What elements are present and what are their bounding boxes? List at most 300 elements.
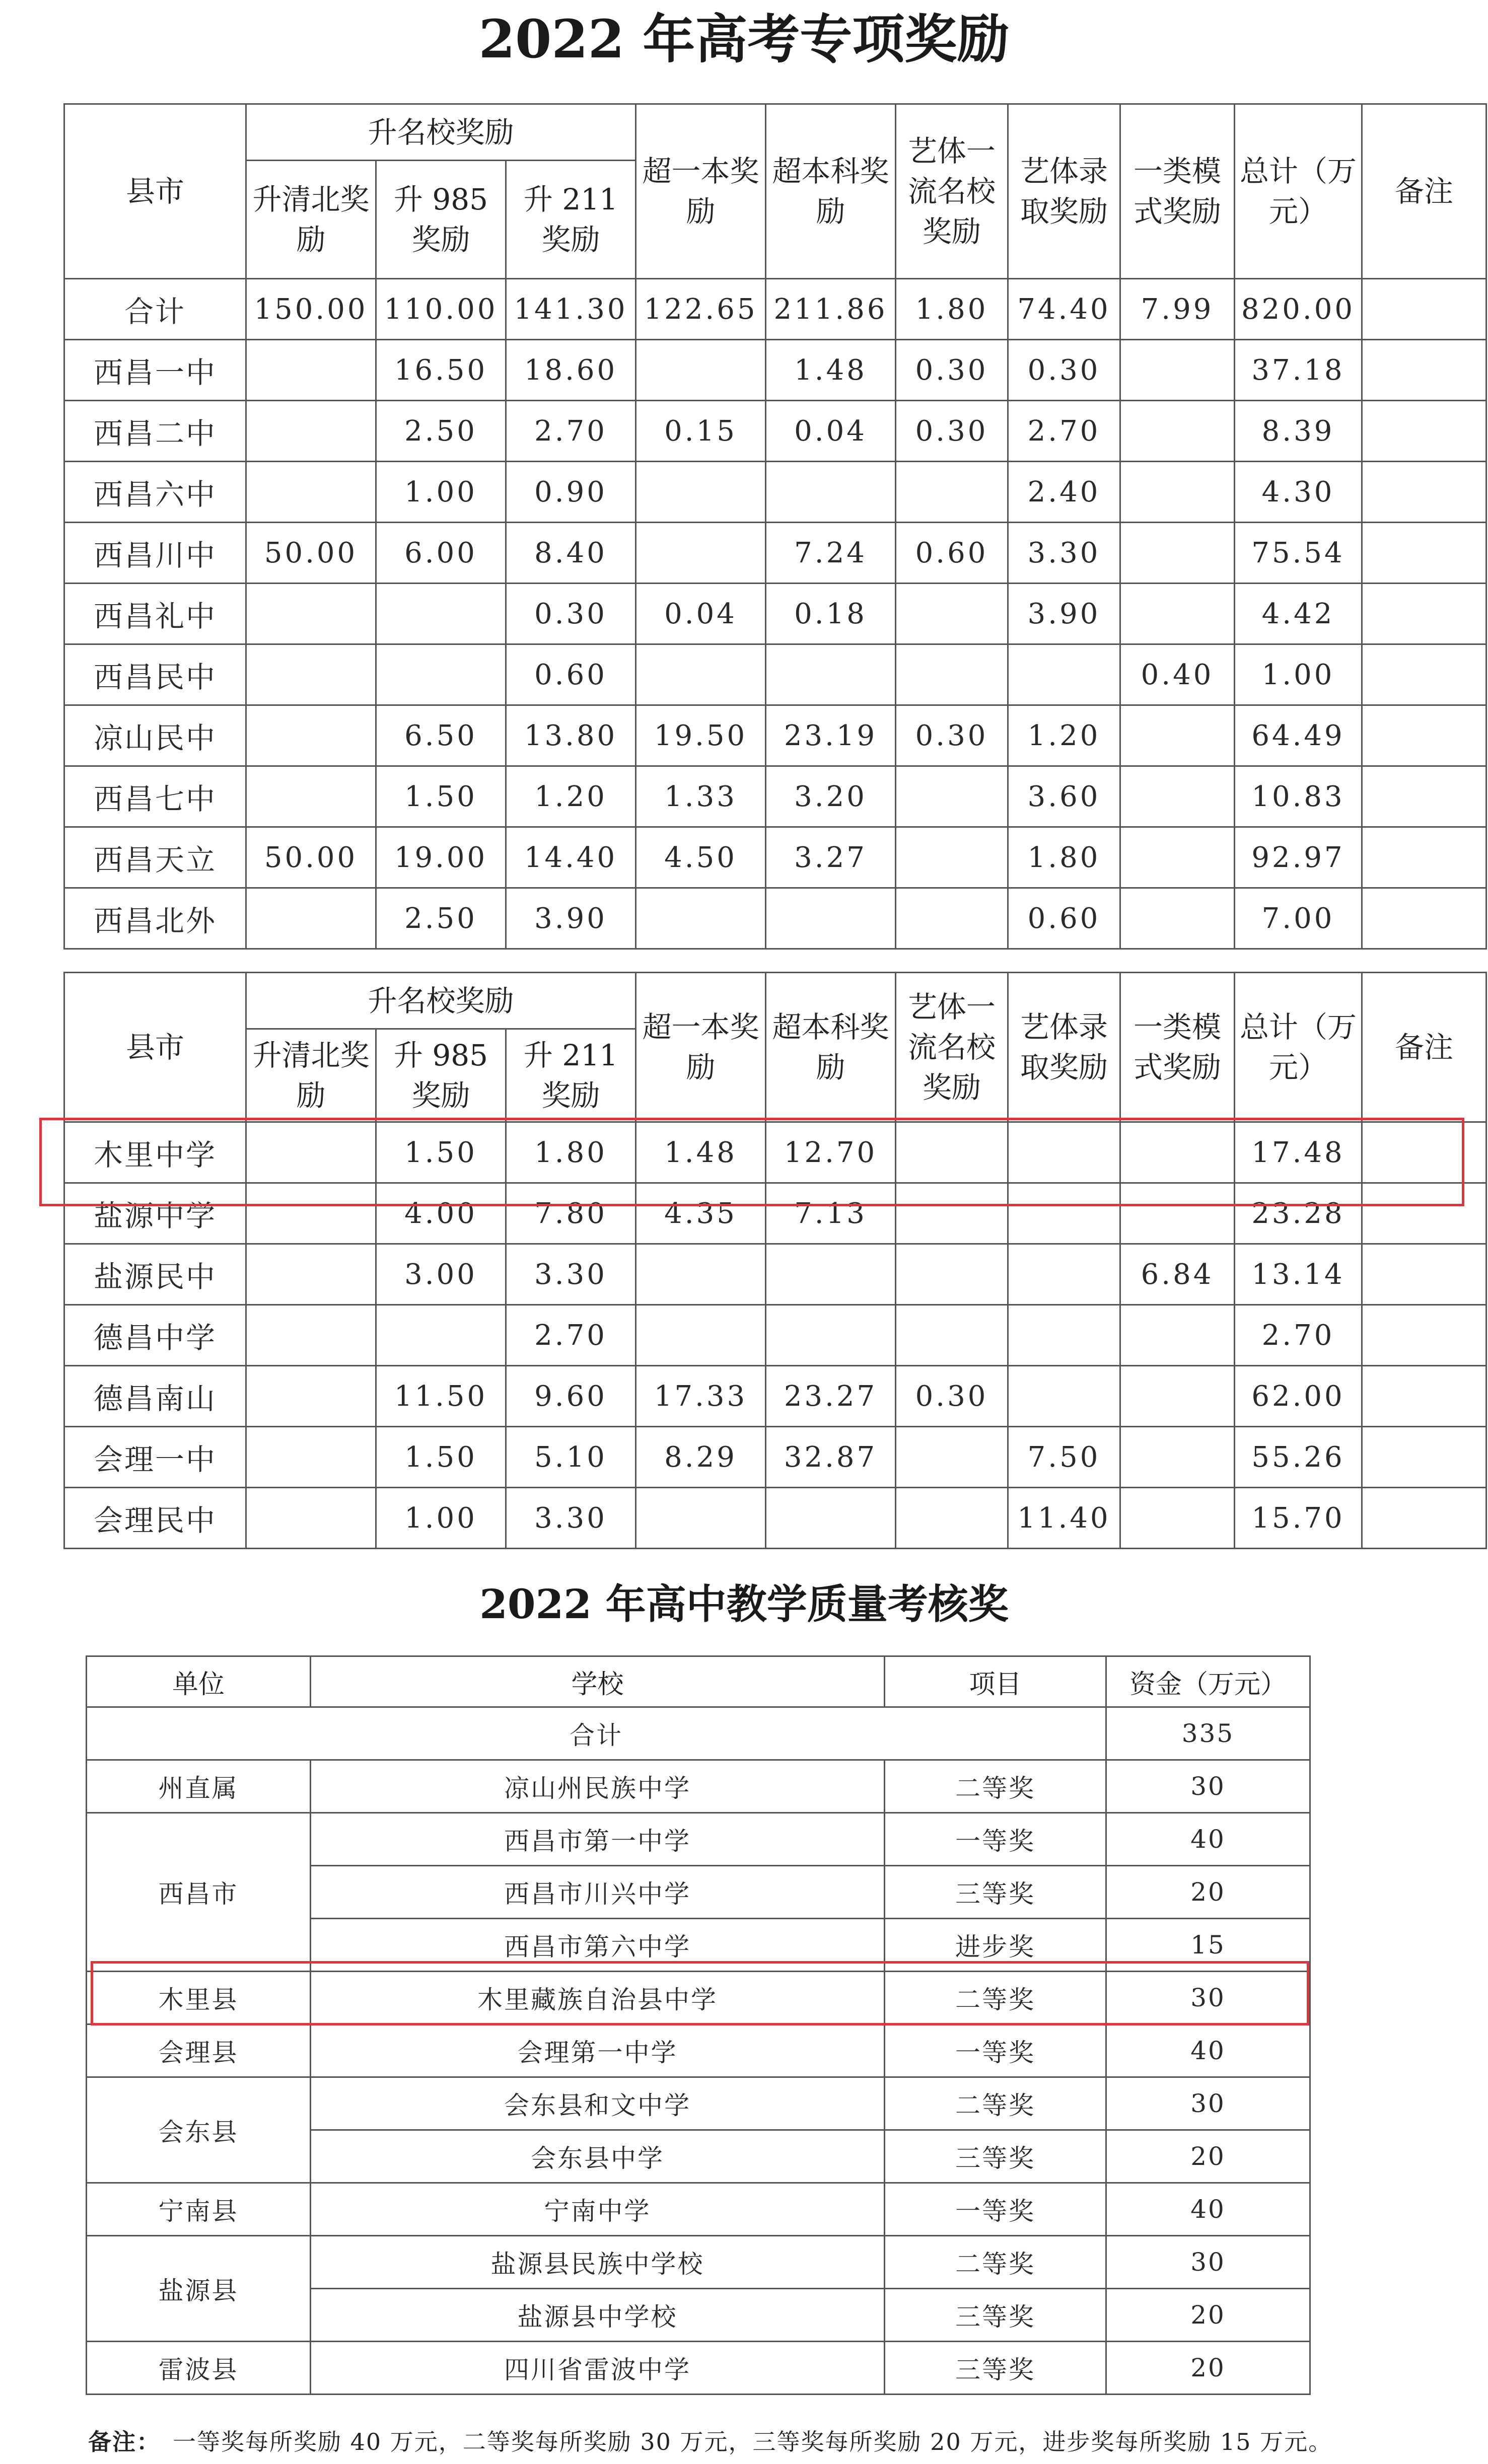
- table-cell: 2.70: [1235, 1305, 1362, 1366]
- table-cell: [896, 584, 1008, 644]
- school-cell: 四川省雷波中学: [311, 2342, 885, 2395]
- row-name: 西昌川中: [64, 523, 246, 584]
- table-cell: 1.80: [506, 1122, 636, 1183]
- header-qingbei: 升清北奖励: [246, 161, 376, 279]
- table-cell: [896, 1427, 1008, 1488]
- table-cell: 1.80: [896, 279, 1008, 340]
- table-cell: 1.50: [376, 1122, 506, 1183]
- table-cell: [246, 401, 376, 462]
- table-cell: 1.33: [636, 766, 766, 827]
- school-cell: 盐源县民族中学校: [311, 2236, 885, 2289]
- table-cell: [1120, 888, 1235, 949]
- table-cell: [246, 888, 376, 949]
- header-qingbei: 升清北奖励: [246, 1029, 376, 1122]
- school-cell: 凉山州民族中学: [311, 1760, 885, 1813]
- table-cell: [896, 1183, 1008, 1244]
- table-cell: 3.90: [1008, 584, 1120, 644]
- table-cell: [896, 766, 1008, 827]
- footnote-label: 备注：: [88, 2428, 161, 2455]
- table-row: [64, 766, 1486, 827]
- table-cell: [896, 1122, 1008, 1183]
- school-cell: 会东县和文中学: [311, 2077, 885, 2130]
- table-cell: [246, 1427, 376, 1488]
- table-cell: 7.24: [766, 523, 896, 584]
- unit-cell: 州直属: [87, 1760, 311, 1813]
- table-cell: [246, 1366, 376, 1427]
- table-cell: 0.04: [636, 584, 766, 644]
- unit-cell: 宁南县: [87, 2183, 311, 2236]
- table-cell: 2.70: [1008, 401, 1120, 462]
- row-name: 西昌天立: [64, 827, 246, 888]
- row-name: 合计: [64, 279, 246, 340]
- table-cell: [636, 1488, 766, 1549]
- fund-cell: 40: [1106, 2024, 1310, 2077]
- header-yiben: 超一本奖励: [636, 104, 766, 279]
- table-cell: [1008, 1244, 1120, 1305]
- item-cell: 二等奖: [885, 2077, 1106, 2130]
- table-row: [64, 340, 1486, 401]
- header-famous-school-group: 升名校奖励: [246, 973, 636, 1029]
- row-name: 盐源民中: [64, 1244, 246, 1305]
- table-cell: [1362, 279, 1486, 340]
- table-cell: 2.50: [376, 888, 506, 949]
- table-row: [64, 401, 1486, 462]
- table-cell: [1008, 644, 1120, 705]
- table-row: [64, 1488, 1486, 1549]
- header-remark: 备注: [1362, 104, 1486, 279]
- header-211: 升 211 奖励: [506, 161, 636, 279]
- table-cell: [636, 340, 766, 401]
- table-cell: [376, 1305, 506, 1366]
- school-cell: 盐源县中学校: [311, 2289, 885, 2342]
- item-cell: 三等奖: [885, 2289, 1106, 2342]
- row-name: 会理民中: [64, 1488, 246, 1549]
- table-cell: [246, 1488, 376, 1549]
- fund-cell: 20: [1106, 2289, 1310, 2342]
- fund-cell: 40: [1106, 2183, 1310, 2236]
- table-cell: 122.65: [636, 279, 766, 340]
- table-cell: 3.30: [1008, 523, 1120, 584]
- item-cell: 一等奖: [885, 2024, 1106, 2077]
- row-name: 西昌礼中: [64, 584, 246, 644]
- header-class1: 一类模式奖励: [1120, 973, 1235, 1122]
- table-cell: [896, 888, 1008, 949]
- table-cell: [246, 1183, 376, 1244]
- table-cell: [766, 462, 896, 523]
- footnote: [88, 2427, 1332, 2457]
- table-cell: 0.18: [766, 584, 896, 644]
- table-cell: [1120, 827, 1235, 888]
- table-cell: 13.14: [1235, 1244, 1362, 1305]
- header-yiti-top: 艺体一流名校奖励: [896, 104, 1008, 279]
- row-name: 西昌民中: [64, 644, 246, 705]
- row-name: 西昌六中: [64, 462, 246, 523]
- item-cell: 二等奖: [885, 1972, 1106, 2024]
- table-row: [64, 584, 1486, 644]
- table-cell: [896, 827, 1008, 888]
- header-famous-school-group: 升名校奖励: [246, 104, 636, 161]
- table-cell: 6.50: [376, 705, 506, 766]
- table-cell: [1008, 1305, 1120, 1366]
- table-cell: 0.40: [1120, 644, 1235, 705]
- table-cell: 2.70: [506, 1305, 636, 1366]
- table-cell: [1008, 1366, 1120, 1427]
- school-cell: 西昌市第一中学: [311, 1813, 885, 1866]
- table-cell: 6.00: [376, 523, 506, 584]
- table-cell: [1362, 401, 1486, 462]
- table-cell: 2.50: [376, 401, 506, 462]
- row-name: 德昌中学: [64, 1305, 246, 1366]
- table-cell: [896, 462, 1008, 523]
- table-row: [64, 644, 1486, 705]
- table-row: [87, 2077, 1310, 2130]
- header-total: 总计（万元）: [1235, 104, 1362, 279]
- table-cell: 211.86: [766, 279, 896, 340]
- table-cell: 9.60: [506, 1366, 636, 1427]
- table-cell: [1120, 1305, 1235, 1366]
- table-cell: 141.30: [506, 279, 636, 340]
- table-cell: 0.60: [1008, 888, 1120, 949]
- school-cell: 会理第一中学: [311, 2024, 885, 2077]
- table-row: [87, 1972, 1310, 2024]
- table-cell: 0.30: [506, 584, 636, 644]
- header-benke: 超本科奖励: [766, 104, 896, 279]
- table-cell: [1362, 1122, 1486, 1183]
- item-cell: 进步奖: [885, 1919, 1106, 1972]
- table-cell: [1120, 584, 1235, 644]
- table-cell: 11.40: [1008, 1488, 1120, 1549]
- fund-cell: 15: [1106, 1919, 1310, 1972]
- unit-cell: 会理县: [87, 2024, 311, 2077]
- table-cell: 3.27: [766, 827, 896, 888]
- table-cell: 14.40: [506, 827, 636, 888]
- table-cell: [1362, 766, 1486, 827]
- table-cell: 0.90: [506, 462, 636, 523]
- table-cell: [246, 1122, 376, 1183]
- table-cell: [1362, 1183, 1486, 1244]
- table-cell: 1.48: [766, 340, 896, 401]
- table-cell: 1.48: [636, 1122, 766, 1183]
- table-cell: [1120, 1122, 1235, 1183]
- table-cell: [1362, 827, 1486, 888]
- table-cell: 5.10: [506, 1427, 636, 1488]
- school-cell: 宁南中学: [311, 2183, 885, 2236]
- header-county: 县市: [64, 104, 246, 279]
- table-cell: 16.50: [376, 340, 506, 401]
- table-row: [64, 1244, 1486, 1305]
- school-cell: 西昌市川兴中学: [311, 1866, 885, 1919]
- header-985: 升 985 奖励: [376, 161, 506, 279]
- item-cell: 三等奖: [885, 1866, 1106, 1919]
- table-row: [87, 2236, 1310, 2289]
- total-value: 335: [1106, 1707, 1310, 1760]
- table-cell: [246, 766, 376, 827]
- header-school: 学校: [311, 1656, 885, 1707]
- fund-cell: 40: [1106, 1813, 1310, 1866]
- fund-cell: 20: [1106, 2342, 1310, 2395]
- fund-cell: 20: [1106, 2130, 1310, 2183]
- table-cell: 17.48: [1235, 1122, 1362, 1183]
- table-cell: 1.00: [376, 462, 506, 523]
- table-cell: [766, 1244, 896, 1305]
- table-cell: 2.70: [506, 401, 636, 462]
- fund-cell: 30: [1106, 1972, 1310, 2024]
- table-cell: 2.40: [1008, 462, 1120, 523]
- table-cell: [1120, 401, 1235, 462]
- table-cell: [1362, 1366, 1486, 1427]
- fund-cell: 30: [1106, 2077, 1310, 2130]
- row-name: 西昌二中: [64, 401, 246, 462]
- table-cell: [246, 462, 376, 523]
- table-cell: 11.50: [376, 1366, 506, 1427]
- table-row: [64, 1122, 1486, 1183]
- table-cell: 3.30: [506, 1488, 636, 1549]
- table-row: [87, 2183, 1310, 2236]
- header-county: 县市: [64, 973, 246, 1122]
- fund-cell: 30: [1106, 2236, 1310, 2289]
- table-cell: [246, 340, 376, 401]
- table-cell: 19.50: [636, 705, 766, 766]
- table-cell: [896, 1488, 1008, 1549]
- table-cell: 75.54: [1235, 523, 1362, 584]
- table-cell: [636, 523, 766, 584]
- section-title: 2022 年高中教学质量考核奖: [479, 1580, 1009, 1628]
- table-cell: [1120, 1183, 1235, 1244]
- header-unit: 单位: [87, 1656, 311, 1707]
- table-cell: 32.87: [766, 1427, 896, 1488]
- table-cell: 0.60: [506, 644, 636, 705]
- table-cell: 23.19: [766, 705, 896, 766]
- table-cell: [766, 888, 896, 949]
- table-cell: [1120, 1488, 1235, 1549]
- row-name: 西昌北外: [64, 888, 246, 949]
- table-cell: [1120, 462, 1235, 523]
- header-yiben: 超一本奖励: [636, 973, 766, 1122]
- row-name: 凉山民中: [64, 705, 246, 766]
- table-cell: 4.50: [636, 827, 766, 888]
- table-cell: [1362, 1488, 1486, 1549]
- table-cell: [1120, 523, 1235, 584]
- table-cell: [636, 462, 766, 523]
- table-cell: 55.26: [1235, 1427, 1362, 1488]
- table-cell: 150.00: [246, 279, 376, 340]
- school-cell: 木里藏族自治县中学: [311, 1972, 885, 2024]
- table-cell: 6.84: [1120, 1244, 1235, 1305]
- table-cell: [896, 1305, 1008, 1366]
- table-cell: [1120, 1427, 1235, 1488]
- table-cell: 0.04: [766, 401, 896, 462]
- row-name: 西昌七中: [64, 766, 246, 827]
- header-yiti-admit: 艺体录取奖励: [1008, 973, 1120, 1122]
- table-cell: 1.00: [376, 1488, 506, 1549]
- table-cell: 1.20: [506, 766, 636, 827]
- header-985: 升 985 奖励: [376, 1029, 506, 1122]
- table-cell: 0.30: [896, 705, 1008, 766]
- header-item: 项目: [885, 1656, 1106, 1707]
- header-yiti-admit: 艺体录取奖励: [1008, 104, 1120, 279]
- table-cell: [1362, 584, 1486, 644]
- table-cell: 1.00: [1235, 644, 1362, 705]
- item-cell: 三等奖: [885, 2130, 1106, 2183]
- table-cell: [1362, 462, 1486, 523]
- table-cell: [246, 705, 376, 766]
- table-row: [64, 705, 1486, 766]
- item-cell: 二等奖: [885, 1760, 1106, 1813]
- header-yiti-top: 艺体一流名校奖励: [896, 973, 1008, 1122]
- table-cell: 4.42: [1235, 584, 1362, 644]
- row-name: 盐源中学: [64, 1183, 246, 1244]
- table-cell: 3.90: [506, 888, 636, 949]
- table-cell: [896, 644, 1008, 705]
- table-cell: 37.18: [1235, 340, 1362, 401]
- table-cell: [246, 644, 376, 705]
- table-cell: 0.60: [896, 523, 1008, 584]
- table-row: [64, 888, 1486, 949]
- row-name: 会理一中: [64, 1427, 246, 1488]
- footnote-text: 一等奖每所奖励 40 万元，二等奖每所奖励 30 万元，三等奖每所奖励 20 万元，进步奖每所奖励 15 万元。: [173, 2428, 1333, 2455]
- table-row: [87, 2024, 1310, 2077]
- table-cell: [1362, 644, 1486, 705]
- fund-cell: 20: [1106, 1866, 1310, 1919]
- header-total: 总计（万元）: [1235, 973, 1362, 1122]
- item-cell: 一等奖: [885, 2183, 1106, 2236]
- table-cell: [896, 1244, 1008, 1305]
- table-cell: [246, 584, 376, 644]
- table-cell: [376, 584, 506, 644]
- table-cell: [636, 644, 766, 705]
- table-cell: 23.28: [1235, 1183, 1362, 1244]
- gaokao-award-table-continued: [63, 972, 1487, 1549]
- table-cell: 8.40: [506, 523, 636, 584]
- table-row: [64, 1305, 1486, 1366]
- table-cell: 0.30: [896, 1366, 1008, 1427]
- table-row: [64, 523, 1486, 584]
- table-cell: 7.00: [1235, 888, 1362, 949]
- page-cut: [0, 954, 1488, 972]
- table-cell: [246, 1305, 376, 1366]
- table-cell: 4.30: [1235, 462, 1362, 523]
- header-benke: 超本科奖励: [766, 973, 896, 1122]
- table-cell: [766, 1305, 896, 1366]
- header-211: 升 211 奖励: [506, 1029, 636, 1122]
- unit-cell: 会东县: [87, 2077, 311, 2183]
- table-cell: [1008, 1122, 1120, 1183]
- header-class1: 一类模式奖励: [1120, 104, 1235, 279]
- item-cell: 一等奖: [885, 1813, 1106, 1866]
- unit-cell: 雷波县: [87, 2342, 311, 2395]
- table-row: [64, 279, 1486, 340]
- table-row: [64, 1427, 1486, 1488]
- table-cell: 3.00: [376, 1244, 506, 1305]
- header-remark: 备注: [1362, 973, 1486, 1122]
- fund-cell: 30: [1106, 1760, 1310, 1813]
- table-cell: [376, 644, 506, 705]
- table-row: [87, 1813, 1310, 1866]
- table-cell: 62.00: [1235, 1366, 1362, 1427]
- table-cell: [1362, 705, 1486, 766]
- table-cell: 18.60: [506, 340, 636, 401]
- header-fund: 资金（万元）: [1106, 1656, 1310, 1707]
- table-cell: 7.80: [506, 1183, 636, 1244]
- table-cell: 10.83: [1235, 766, 1362, 827]
- table-cell: [1008, 1183, 1120, 1244]
- table-cell: 92.97: [1235, 827, 1362, 888]
- item-cell: 二等奖: [885, 2236, 1106, 2289]
- table-cell: [1362, 1305, 1486, 1366]
- page-cut: [0, 1553, 1488, 1576]
- table-cell: 1.20: [1008, 705, 1120, 766]
- table-cell: 50.00: [246, 827, 376, 888]
- table-cell: 7.50: [1008, 1427, 1120, 1488]
- row-name: 西昌一中: [64, 340, 246, 401]
- table-cell: 1.50: [376, 1427, 506, 1488]
- table-cell: [1362, 340, 1486, 401]
- table-cell: 15.70: [1235, 1488, 1362, 1549]
- table-cell: 74.40: [1008, 279, 1120, 340]
- table-cell: [1362, 888, 1486, 949]
- table-cell: [246, 1244, 376, 1305]
- unit-cell: 西昌市: [87, 1813, 311, 1972]
- table-cell: 0.30: [1008, 340, 1120, 401]
- table-cell: [1120, 766, 1235, 827]
- table-cell: 3.20: [766, 766, 896, 827]
- table-cell: 50.00: [246, 523, 376, 584]
- table-cell: [636, 1305, 766, 1366]
- table-cell: 3.60: [1008, 766, 1120, 827]
- table-cell: 0.30: [896, 340, 1008, 401]
- table-cell: [766, 1488, 896, 1549]
- total-label: 合计: [87, 1707, 1106, 1760]
- table-cell: 110.00: [376, 279, 506, 340]
- table-cell: [1362, 1427, 1486, 1488]
- table-cell: 13.80: [506, 705, 636, 766]
- school-cell: 西昌市第六中学: [311, 1919, 885, 1972]
- table-cell: [1362, 523, 1486, 584]
- table-cell: [1120, 1366, 1235, 1427]
- table-row: [64, 1366, 1486, 1427]
- table-cell: 4.00: [376, 1183, 506, 1244]
- table-cell: [1362, 1244, 1486, 1305]
- table-row: [64, 827, 1486, 888]
- table-cell: 64.49: [1235, 705, 1362, 766]
- table-row: [87, 2342, 1310, 2395]
- gaokao-award-table: [63, 103, 1487, 950]
- table-cell: 820.00: [1235, 279, 1362, 340]
- table-cell: 12.70: [766, 1122, 896, 1183]
- school-cell: 会东县中学: [311, 2130, 885, 2183]
- table-cell: 7.13: [766, 1183, 896, 1244]
- table-cell: 1.80: [1008, 827, 1120, 888]
- page-title: 2022 年高考专项奖励: [478, 8, 1010, 70]
- table-cell: 0.15: [636, 401, 766, 462]
- table-cell: [636, 888, 766, 949]
- table-cell: 17.33: [636, 1366, 766, 1427]
- item-cell: 三等奖: [885, 2342, 1106, 2395]
- table-cell: 1.50: [376, 766, 506, 827]
- table-cell: [1120, 340, 1235, 401]
- table-row: [64, 1183, 1486, 1244]
- table-cell: 8.39: [1235, 401, 1362, 462]
- table-cell: [1120, 705, 1235, 766]
- table-cell: 3.30: [506, 1244, 636, 1305]
- table-cell: [636, 1244, 766, 1305]
- table-cell: 8.29: [636, 1427, 766, 1488]
- table-cell: 0.30: [896, 401, 1008, 462]
- table-row: [64, 462, 1486, 523]
- unit-cell: 木里县: [87, 1972, 311, 2024]
- table-cell: [766, 644, 896, 705]
- table-cell: 4.35: [636, 1183, 766, 1244]
